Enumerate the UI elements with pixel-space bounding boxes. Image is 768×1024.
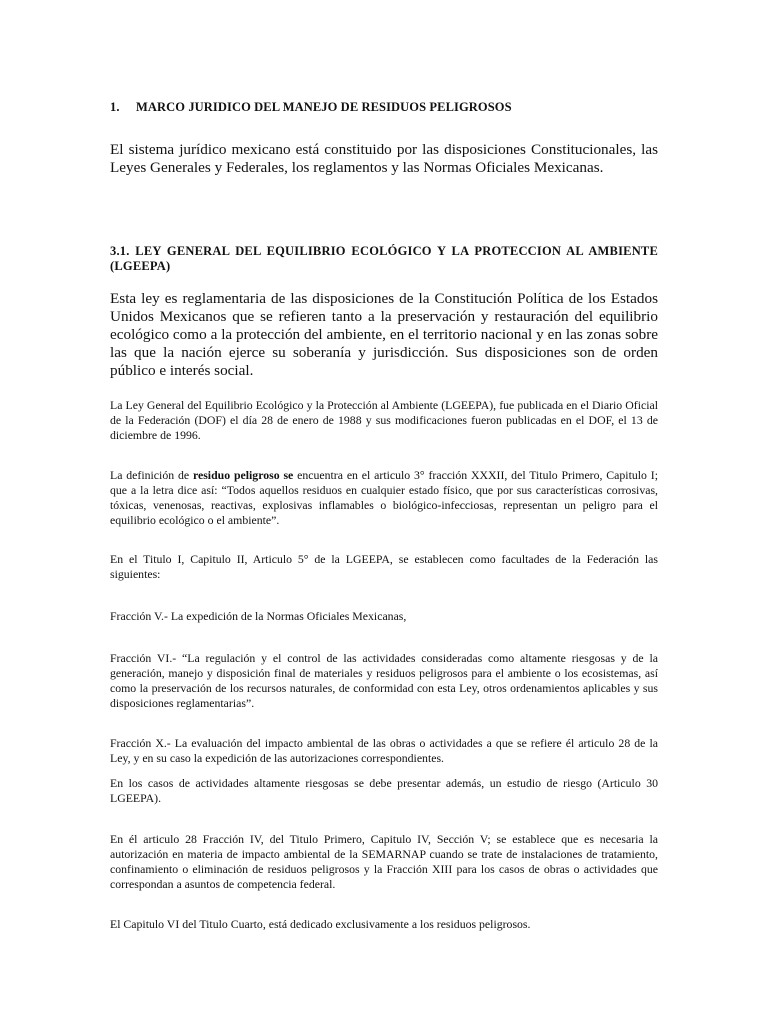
definition-term: residuo peligroso se xyxy=(192,468,294,482)
lgeepa-description-paragraph: Esta ley es reglamentaria de las disposiciones de la Constitución Política de los Estados Unidos Mexicanos que se refieren tanto a la preservación y restauración del equilibrio ecológico como a la protección del ambiente, en el territorio nacional y en las zonas sobre las que la nación ejerce su soberanía y jurisdicción. Sus disposiciones son de orden público e interés social. xyxy=(110,290,658,379)
section-title: MARCO JURIDICO DEL MANEJO DE RESIDUOS PELIGROSOS xyxy=(136,100,512,114)
definition-lead-text: La definición de xyxy=(110,468,193,482)
publication-paragraph: La Ley General del Equilibrio Ecológico y la Protección al Ambiente (LGEEPA), fue publicada en el Diario Oficial de la Federación (DOF) el día 28 de enero de 1988 y sus modificaciones fueron publicadas en el DOF, el 13 de diciembre de 1996. xyxy=(110,398,658,442)
section-heading xyxy=(110,100,658,115)
fraccion-vi-paragraph: Fracción VI.- “La regulación y el control de las actividades consideradas como altamente riesgosas y de la generación, manejo y disposición final de materiales y residuos peligrosos para el ambiente o los ecosistemas, así como la preservación de los recursos naturales, de conformidad con esta Ley, otros ordenamientos aplicables y sus disposiciones reglamentarias”. xyxy=(110,651,658,710)
definition-body-text: encuentra en el articulo 3° fracción XXXII, del Titulo Primero, Capitulo I; que a la letra dice así: “Todos aquellos residuos en cualquier estado físico, que por sus características corrosivas, tóxicas, venenosas, reactivas, explosivas inflamables o biológico-infecciosas, representan un peligro para el equilibrio ecológico o el ambiente”. xyxy=(110,468,658,527)
fraccion-x-paragraph: Fracción X.- La evaluación del impacto ambiental de las obras o actividades a que se refiere él articulo 28 de la Ley, y en su caso la expedición de las autorizaciones correspondientes. xyxy=(110,736,658,765)
definition-paragraph xyxy=(110,468,658,528)
capitulo-vi-paragraph: El Capitulo VI del Titulo Cuarto, está dedicado exclusivamente a los residuos peligrosos. xyxy=(110,917,531,931)
subsection-heading: 3.1. LEY GENERAL DEL EQUILIBRIO ECOLÓGICO Y LA PROTECCION AL AMBIENTE (LGEEPA) xyxy=(110,244,658,273)
intro-paragraph: El sistema jurídico mexicano está constituido por las disposiciones Constitucionales, las Leyes Generales y Federales, los reglamentos y las Normas Oficiales Mexicanas. xyxy=(110,141,658,176)
articulo-28-paragraph: En él articulo 28 Fracción IV, del Titulo Primero, Capitulo IV, Sección V; se establece que es necesaria la autorización en materia de impacto ambiental de la SEMARNAP cuando se trate de instalaciones de tratamiento, confinamiento o eliminación de residuos peligrosos y la Fracción XIII para los casos de obras o actividades que correspondan a asuntos de competencia federal. xyxy=(110,832,658,891)
section-number: 1. xyxy=(110,100,120,114)
fraccion-v-paragraph: Fracción V.- La expedición de la Normas Oficiales Mexicanas, xyxy=(110,609,407,623)
risk-study-paragraph: En los casos de actividades altamente riesgosas se debe presentar además, un estudio de riesgo (Articulo 30 LGEEPA). xyxy=(110,776,658,805)
faculties-intro-paragraph: En el Titulo I, Capitulo II, Articulo 5° de la LGEEPA, se establecen como facultades de la Federación las siguientes: xyxy=(110,552,658,581)
